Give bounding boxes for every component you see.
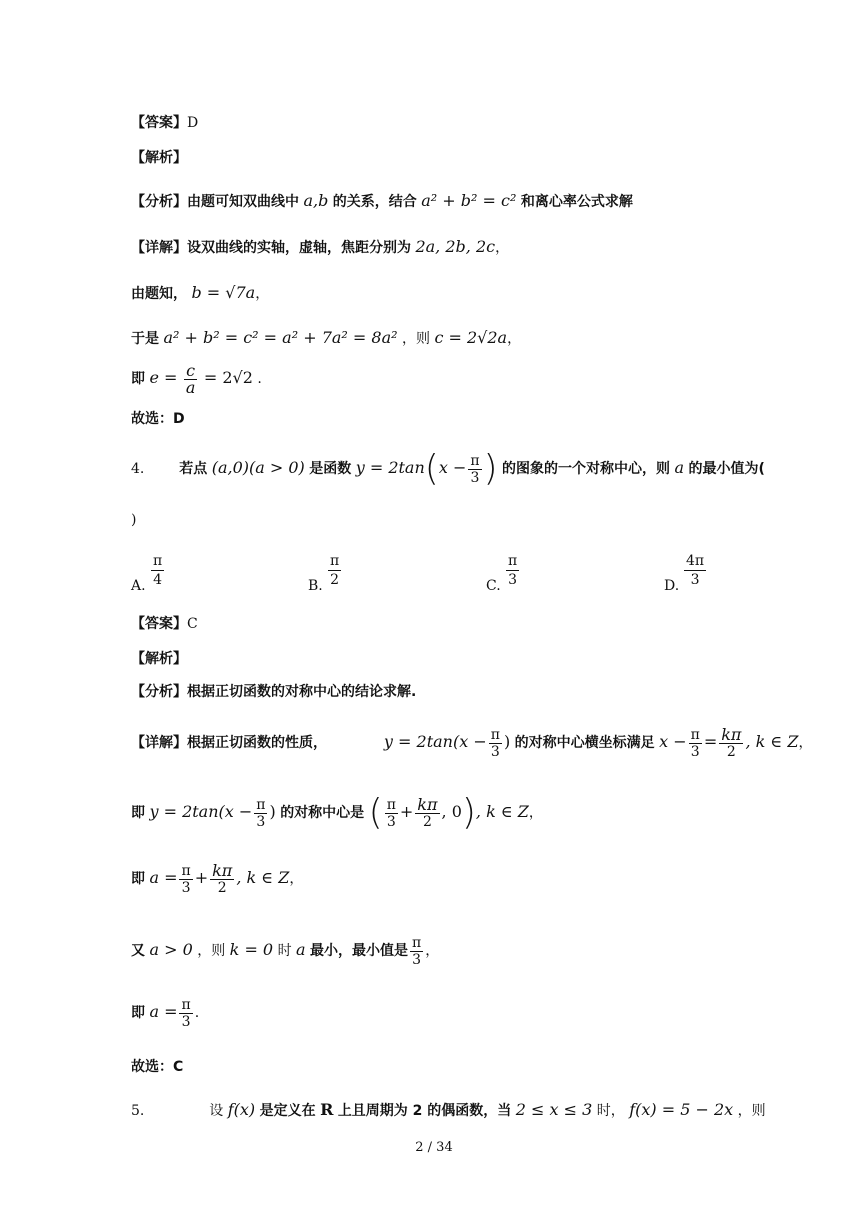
q3-line2: 由题知， b = √7a，	[131, 283, 270, 302]
option-b-label: B.	[308, 578, 323, 594]
option-c-value: $\frac{\pi}{3}$	[508, 553, 518, 588]
q4-choice: 故选：C	[131, 1059, 184, 1075]
option-a-value: $\frac{\pi}{4}$	[153, 553, 163, 588]
q3-analysis-label: 【解析】	[131, 150, 187, 166]
option-d-label: D.	[664, 578, 680, 594]
page-number: 2 / 34	[415, 1140, 453, 1155]
answer-value: D	[187, 115, 199, 131]
fraction-c-over-a: $\frac{c}{a}$	[185, 360, 196, 397]
option-a-label: A.	[131, 578, 146, 594]
q3-line4: 即 e = $\frac{c}{a}$ = 2√2 .	[131, 360, 262, 397]
answer-label: 【答案】	[131, 115, 187, 131]
q4-line5: 即 a = $\frac{\pi}{3}$ .	[131, 996, 200, 1030]
q4-line3: 即 a = $\frac{\pi}{3}$ + $\frac{k\pi}{2}$ , k ∈ Z，	[131, 860, 304, 896]
q3-choice: 故选：D	[131, 411, 185, 427]
q3-xiangjie-line: 【详解】设双曲线的实轴，虚轴，焦距分别为 2a, 2b, 2c，	[131, 237, 510, 256]
q4-stem-line: 4. 若点 (a,0)(a > 0) 是函数 y = 2tan(x − $\frac{\pi}{3}$ ) 的图象的一个对称中心，则 a 的最小值为(	[131, 448, 765, 489]
q4-analysis-label: 【解析】	[131, 651, 187, 667]
q4-stem-close: )	[131, 512, 137, 528]
option-d-value: $\frac{4\pi}{3}$	[686, 553, 705, 588]
q5-number: 5.	[131, 1103, 145, 1119]
fraction-pi-over-3: $\frac{\pi}{3}$	[470, 452, 480, 486]
q4-fenxi-line: 【分析】根据正切函数的对称中心的结论求解.	[131, 684, 417, 700]
q4-line4: 又 a > 0 ，则 k = 0 时 a 最小，最小值是 $\frac{\pi}{3}$ ，	[131, 934, 440, 968]
q3-line3: 于是 a² + b² = c² = a² + 7a² = 8a² ，则 c = 2√2a，	[131, 328, 522, 347]
q4-xiangjie-line: 【详解】根据正切函数的性质， y = 2tan(x − $\frac{\pi}{3}$ ) 的对称中心横坐标满足 x − $\frac{\pi}{3}$ = $\frac{k\pi}{2}$ , k ∈ Z，	[131, 724, 813, 760]
q3-answer-line	[131, 113, 198, 133]
q4-answer-line: 【答案】C	[131, 616, 198, 632]
option-c-label: C.	[486, 578, 501, 594]
q4-line2: 即 y = 2tan(x − $\frac{\pi}{3}$ ) 的对称中心是 ( $\frac{\pi}{3}$ + $\frac{k\pi}{2}$ , 0), k ∈ Z，	[131, 792, 543, 833]
q5-stem-line: 5. 设 f(x) 是定义在 R 上且周期为 2 的偶函数，当 2 ≤ x ≤ 3 时， f(x) = 5 − 2x ，则	[131, 1100, 766, 1119]
option-b-value: $\frac{\pi}{2}$	[330, 553, 340, 588]
q4-number: 4.	[131, 461, 145, 477]
q3-fenxi-line: 【分析】由题可知双曲线中 a,b 的关系，结合 a² + b² = c² 和离心率公式求解	[131, 191, 633, 210]
